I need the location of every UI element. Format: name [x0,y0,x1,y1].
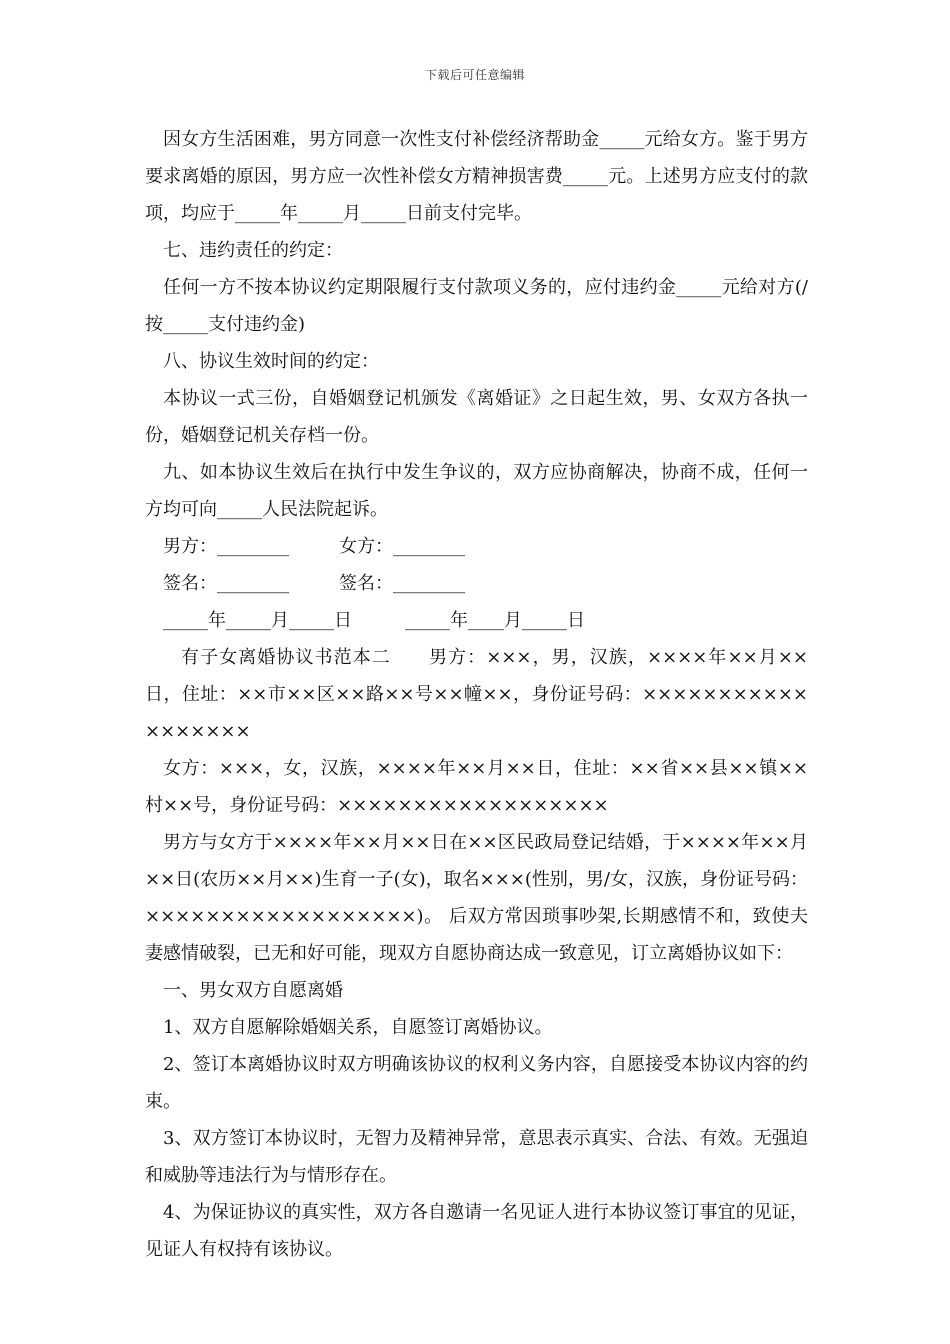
clause-4: 4、为保证协议的真实性，双方各自邀请一名见证人进行本协议签订事宜的见证，见证人有权持有该协议。 [145,1202,808,1260]
female-date-field: _____年____月_____日 [405,610,585,631]
male-party-field: 男方：________ [163,536,289,557]
female-party-field: 女方：________ [339,536,465,557]
male-date-field: _____年_____月_____日 [163,610,352,631]
paragraph-template-two-male: 有子女离婚协议书范本二 男方：×××，男，汉族，××××年××月××日，住址：××市××区××路××号××幢××，身份证号码：×××××××××××××××××× [145,647,808,742]
paragraph-effective-time: 本协议一式三份，自婚姻登记机颁发《离婚证》之日起生效，男、女双方各执一份，婚姻登记机关存档一份。 [145,388,808,446]
paragraph-breach-liability: 任何一方不按本协议约定期限履行支付款项义务的，应付违约金_____元给对方(/按_____支付违约金) [145,277,808,335]
heading-effective-time: 八、协议生效时间的约定： [163,351,379,372]
signature-row-party [145,528,808,565]
paragraph-marriage-history: 男方与女方于××××年××月××日在××区民政局登记结婚，于××××年××月××日(农历××月××)生育一子(女)，取名×××(性别，男/女，汉族，身份证号码：××××××××××××××××××)。 后双方常因琐事吵架,长期感情不和，致使夫妻感情破裂，已无和好可能，现双方自愿协商达成一致意见，订立离婚协议如下： [145,832,808,964]
signature-row-sign [145,565,808,602]
page-header-note: 下载后可任意编辑 [424,68,525,82]
heading-voluntary-divorce: 一、男女双方自愿离婚 [163,980,343,1001]
heading-breach-liability: 七、违约责任的约定： [163,240,343,261]
female-signature-field: 签名：________ [339,573,465,594]
clause-3: 3、双方签订本协议时，无智力及精神异常，意思表示真实、合法、有效。无强迫和威胁等违法行为与情形存在。 [145,1128,808,1186]
paragraph-female-info: 女方：×××，女，汉族，××××年××月××日，住址：××省××县××镇××村××号，身份证号码：×××××××××××××××××× [145,758,808,816]
clause-1: 1、双方自愿解除婚姻关系，自愿签订离婚协议。 [163,1017,553,1038]
signature-row-date [145,602,808,639]
document-body [145,121,808,1268]
clause-2: 2、签订本离婚协议时双方明确该协议的权利义务内容，自愿接受本协议内容的约束。 [145,1054,808,1112]
paragraph-compensation: 因女方生活困难，男方同意一次性支付补偿经济帮助金_____元给女方。鉴于男方要求离婚的原因，男方应一次性补偿女方精神损害费_____元。上述男方应支付的款项，均应于_____年_____月_____日前支付完毕。 [145,129,808,224]
male-signature-field: 签名：________ [163,573,289,594]
paragraph-dispute: 九、如本协议生效后在执行中发生争议的，双方应协商解决，协商不成，任何一方均可向_____人民法院起诉。 [145,462,808,520]
